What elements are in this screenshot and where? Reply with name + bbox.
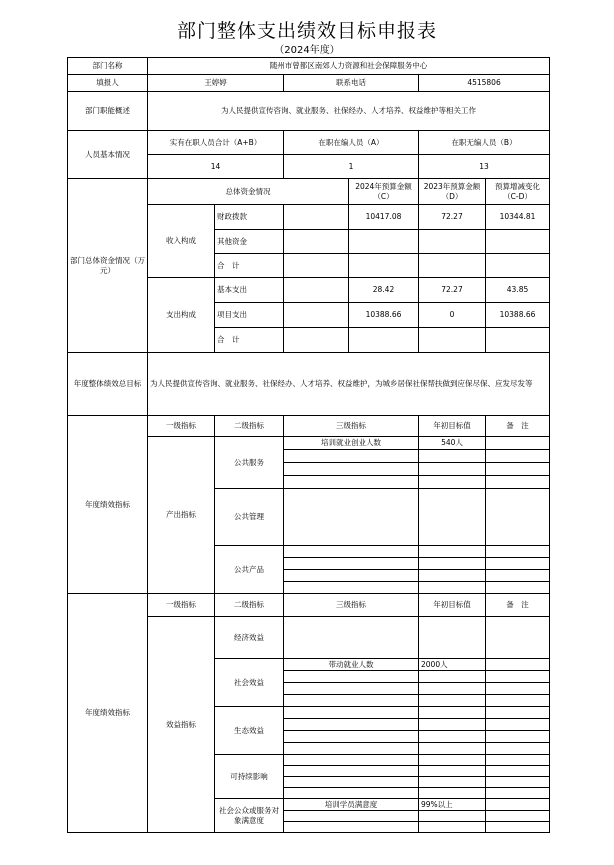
perf2-level2-sustainable: 可持续影响 [215,755,284,799]
expense-row-cd [486,328,550,353]
expense-row-blank [284,303,349,328]
annual-goal-label: 年度整体绩效总目标 [68,353,148,416]
income-row-d [419,230,486,254]
perf1-header-l1: 一级指标 [148,416,215,437]
income-row-blank [284,254,349,278]
funds-header-label: 总体资金情况 [148,179,349,205]
funds-label: 部门总体资金情况（万元） [68,179,148,353]
phone-value: 4515806 [419,75,550,92]
perf2-header-l3: 三级指标 [284,594,419,617]
income-row-name: 财政拨款 [215,205,284,230]
staff-value-b: 13 [419,155,550,179]
perf1-label: 年度绩效指标 [68,416,148,594]
filler-value: 王婷婷 [148,75,284,92]
perf1-target: 540人 [419,437,486,450]
perf2-social-item: 带动就业人数 [284,659,419,671]
income-row-cd [486,230,550,254]
income-row-blank [284,230,349,254]
funds-col-d: 2023年预算金额（D） [419,179,486,205]
perf1-level2-product: 公共产品 [215,546,284,594]
income-row-c [349,254,419,278]
expense-row-c: 10388.66 [349,303,419,328]
perf1-header-l3: 三级指标 [284,416,419,437]
page-title: 部门整体支出绩效目标申报表 [176,20,437,42]
perf2-level2-satisfaction: 社会公众或服务对象满意度 [215,799,284,833]
perf1-level2-service: 公共服务 [215,437,284,489]
expense-row-cd: 43.85 [486,278,550,303]
dept-value: 随州市曾都区南郊人力资源和社会保障服务中心 [148,58,550,75]
expense-row-d: 72.27 [419,278,486,303]
expense-row-name: 项目支出 [215,303,284,328]
expense-row-d: 0 [419,303,486,328]
staff-value-total: 14 [148,155,284,179]
staff-value-a: 1 [284,155,419,179]
filler-label: 填报人 [68,75,148,92]
staff-header-total: 实有在职人员合计（A+B） [148,131,284,155]
expense-label: 支出构成 [148,278,215,353]
page-subtitle: （2024年度） [274,45,340,56]
expense-row-blank [284,328,349,353]
expense-row-name: 基本支出 [215,278,284,303]
phone-label: 联系电话 [284,75,419,92]
function-label: 部门职能概述 [68,92,148,131]
perf2-satisfaction-item: 培训学员满意度 [284,799,419,811]
perf2-level2-social: 社会效益 [215,659,284,707]
expense-row-blank [284,278,349,303]
funds-col-cd: 预算增减变化（C-D） [486,179,550,205]
staff-header-b: 在职无编人员（B） [419,131,550,155]
staff-label: 人员基本情况 [68,131,148,179]
perf2-header-l2: 二级指标 [215,594,284,617]
expense-row-c [349,328,419,353]
income-row-cd [486,254,550,278]
income-row-cd: 10344.81 [486,205,550,230]
perf2-header-note: 备 注 [486,594,550,617]
expense-row-name: 合 计 [215,328,284,353]
income-label: 收入构成 [148,205,215,278]
funds-col-c: 2024年预算金额（C） [349,179,419,205]
annual-goal-value: 为人民提供宣传咨询、就业服务、社保经办、人才培养、权益维护，为城乡居保社保帮扶做到应保尽保、应发尽发等 [148,353,550,416]
perf1-header-target: 年初目标值 [419,416,486,437]
perf1-header-l2: 二级指标 [215,416,284,437]
perf1-item: 培训就业创业人数 [284,437,419,450]
perf2-level2-economic: 经济效益 [215,617,284,659]
dept-label: 部门名称 [68,58,148,75]
perf2-level1: 效益指标 [148,617,215,833]
income-row-d [419,254,486,278]
expense-row-cd: 10388.66 [486,303,550,328]
expense-row-d [419,328,486,353]
expense-row-c: 28.42 [349,278,419,303]
income-row-c [349,230,419,254]
income-row-blank [284,205,349,230]
perf1-level1: 产出指标 [148,437,215,594]
perf2-header-l1: 一级指标 [148,594,215,617]
function-value: 为人民提供宣传咨询、就业服务、社保经办、人才培养、权益维护等相关工作 [148,92,550,131]
perf1-level2-management: 公共管理 [215,489,284,546]
income-row-name: 其他资金 [215,230,284,254]
perf1-note [486,437,550,450]
perf2-social-target: 2000人 [419,659,486,671]
income-row-d: 72.27 [419,205,486,230]
perf2-level2-ecological: 生态效益 [215,707,284,755]
perf2-satisfaction-target: 99%以上 [419,799,486,811]
declaration-table [67,57,550,833]
perf1-header-note: 备 注 [486,416,550,437]
perf2-header-target: 年初目标值 [419,594,486,617]
income-row-name: 合 计 [215,254,284,278]
staff-header-a: 在职在编人员（A） [284,131,419,155]
income-row-c: 10417.08 [349,205,419,230]
perf2-label: 年度绩效指标 [68,594,148,833]
